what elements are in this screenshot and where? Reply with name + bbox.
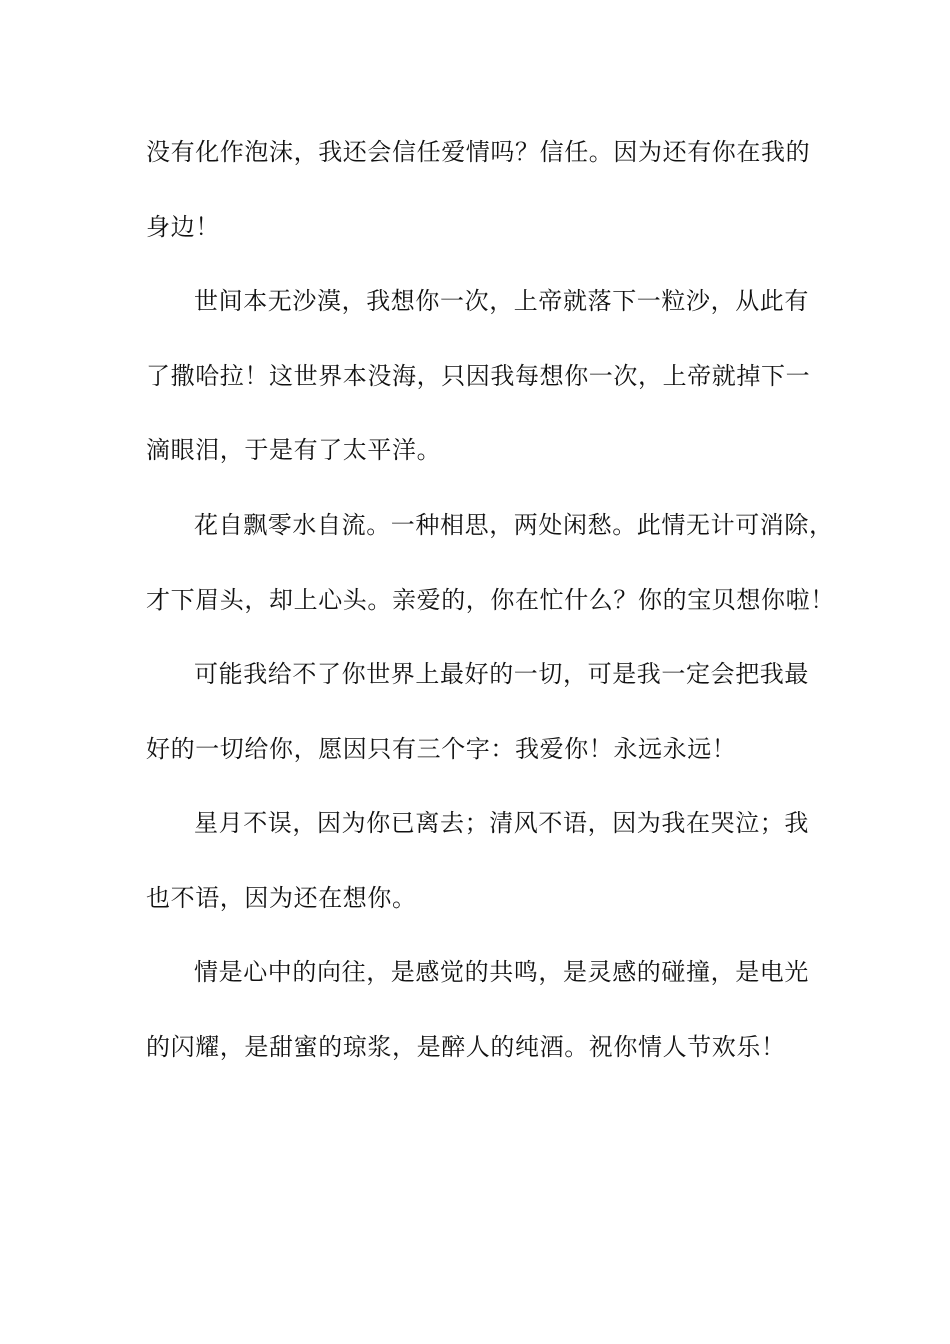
text-line: 也不语，因为还在想你。 xyxy=(146,884,417,912)
text-line: 滴眼泪，于是有了太平洋。 xyxy=(146,436,442,464)
paragraph-start-line: 可能我给不了你世界上最好的一切，可是我一定会把我最 xyxy=(194,660,809,688)
paragraph-start-line: 花自飘零水自流。一种相思，两处闲愁。此情无计可消除， xyxy=(194,511,834,539)
text-line: 才下眉头，却上心头。亲爱的，你在忙什么？你的宝贝想你啦！ xyxy=(146,586,835,614)
paragraph-start-line: 星月不误，因为你已离去；清风不语，因为我在哭泣；我 xyxy=(194,809,809,837)
text-line: 的闪耀，是甜蜜的琼浆，是醉人的纯酒。祝你情人节欢乐！ xyxy=(146,1033,786,1061)
text-line: 没有化作泡沫，我还会信任爱情吗？信任。因为还有你在我的 xyxy=(146,138,811,166)
text-line: 身边！ xyxy=(146,213,220,241)
paragraph-start-line: 情是心中的向往，是感觉的共鸣，是灵感的碰撞，是电光 xyxy=(194,958,809,986)
paragraph-start-line: 世间本无沙漠，我想你一次，上帝就落下一粒沙，从此有 xyxy=(194,287,809,315)
text-line: 好的一切给你，愿因只有三个字：我爱你！永远永远！ xyxy=(146,735,737,763)
text-line: 了撒哈拉！这世界本没海，只因我每想你一次，上帝就掉下一 xyxy=(146,362,811,390)
